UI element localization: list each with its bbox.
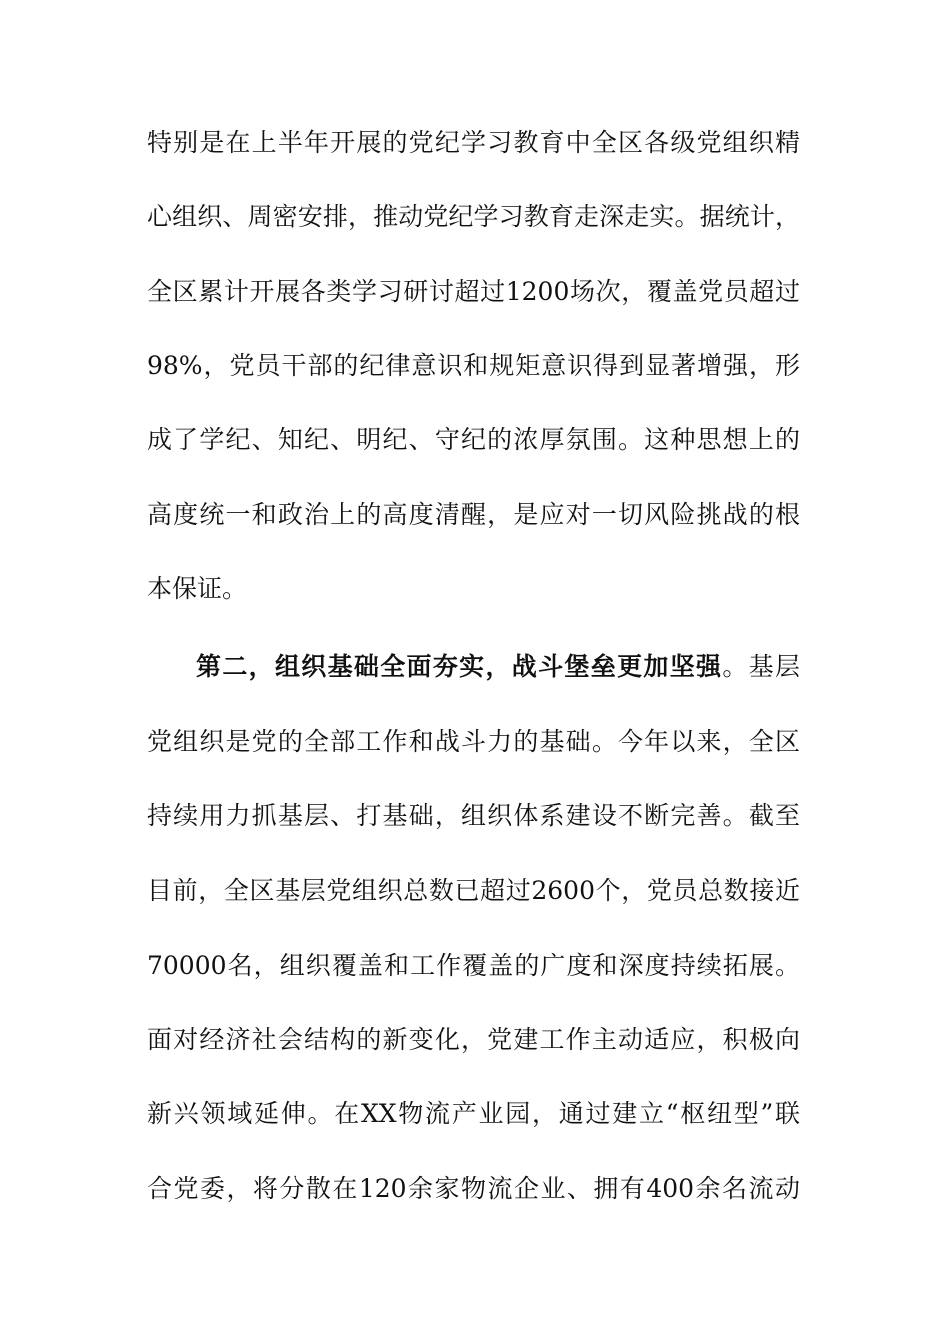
- text-line: 特别是在上半年开展的党纪学习教育中全区各级党组织精: [147, 128, 800, 157]
- section-heading-line: [196, 649, 800, 685]
- heading-tail: 。基层: [722, 652, 800, 681]
- text-line: 目前，全区基层党组织总数已超过2600个，党员总数接近: [147, 876, 800, 905]
- text-line: 面对经济社会结构的新变化，党建工作主动适应，积极向: [147, 1025, 800, 1054]
- text-line: 98%，党员干部的纪律意识和规矩意识得到显著增强，形: [147, 351, 800, 380]
- text-line: 心组织、周密安排，推动党纪学习教育走深走实。据统计，: [147, 202, 800, 231]
- text-line: 党组织是党的全部工作和战斗力的基础。今年以来，全区: [147, 727, 800, 756]
- text-line: 全区累计开展各类学习研讨超过1200场次，覆盖党员超过: [147, 277, 800, 306]
- text-line: 持续用力抓基层、打基础，组织体系建设不断完善。截至: [147, 801, 800, 830]
- text-line: 本保证。: [147, 574, 248, 603]
- text-line: 高度统一和政治上的高度清醒，是应对一切风险挑战的根: [147, 500, 800, 529]
- text-line: 新兴领域延伸。在XX物流产业园，通过建立“枢纽型”联: [147, 1099, 800, 1128]
- section-heading: 第二，组织基础全面夯实，战斗堡垒更加坚强: [196, 652, 723, 681]
- text-line: 70000名，组织覆盖和工作覆盖的广度和深度持续拓展。: [147, 951, 800, 980]
- text-line: 合党委，将分散在120余家物流企业、拥有400余名流动: [147, 1174, 800, 1203]
- text-line: 成了学纪、知纪、明纪、守纪的浓厚氛围。这种思想上的: [147, 425, 800, 454]
